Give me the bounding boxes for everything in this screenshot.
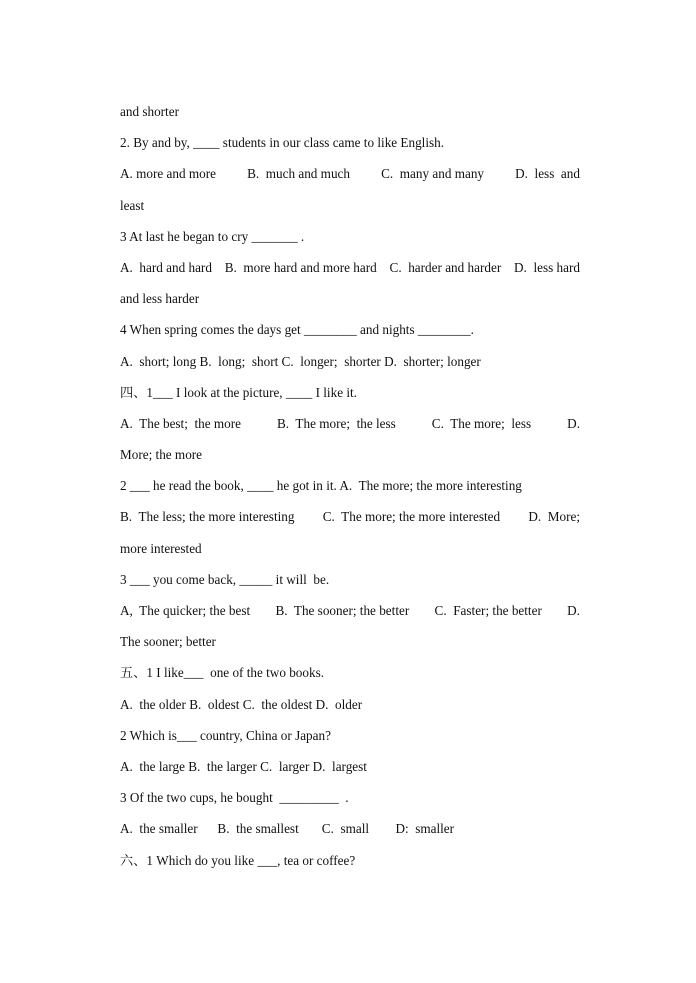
answer-options-line: A. the older B. oldest C. the oldest D. older (120, 696, 363, 712)
text-line: more interested (120, 540, 202, 556)
answer-options-line (120, 507, 580, 538)
option-d: D. less and (515, 166, 580, 182)
option-c: C. The more; the more interested (322, 509, 501, 525)
text-line: More; the more (120, 447, 203, 463)
question-4: 4 When spring comes the days get ________ and nights ________. (120, 322, 474, 338)
option-b: B. The more; the less (276, 415, 396, 431)
text-line: and less harder (120, 291, 200, 307)
option-d: D. (567, 415, 580, 431)
option-c: C. many and many (381, 166, 485, 182)
section-four-question-3: 3 ___ you come back, _____ it will be. (120, 571, 330, 587)
question-2: 2. By and by, ____ students in our class came to like English. (120, 135, 445, 151)
answer-options-line (120, 414, 580, 445)
answer-options-line: A. short; long B. long; short C. longer; shorter D. shorter; longer (120, 353, 481, 369)
section-six-question-1: 六、1 Which do you like ___, tea or coffee? (120, 852, 356, 868)
section-five-question-3: 3 Of the two cups, he bought _________ . (120, 790, 349, 806)
question-3: 3 At last he began to cry _______ . (120, 228, 305, 244)
option-c: C. The more; less (431, 415, 532, 431)
option-b: B. The sooner; the better (275, 603, 410, 618)
option-d: D. less hard (514, 259, 580, 275)
answer-options-line (120, 258, 580, 289)
option-d: D. More; (528, 509, 580, 525)
text-line: The sooner; better (120, 634, 216, 650)
option-d: D. (567, 603, 580, 618)
option-c: C. Faster; the better (434, 603, 542, 618)
option-a: A. more and more (120, 166, 216, 182)
section-four-question-2: 2 ___ he read the book, ____ he got in it. A. The more; the more interesting (120, 478, 522, 494)
option-a: A. The best; the more (120, 415, 241, 431)
text-line: and shorter (120, 104, 179, 119)
answer-options-line (120, 164, 580, 195)
section-five-question-2: 2 Which is___ country, China or Japan? (120, 727, 331, 743)
answer-options-line: A. the large B. the larger C. larger D. largest (120, 758, 367, 774)
option-b: B. much and much (247, 166, 350, 182)
option-b: B. more hard and more hard (224, 259, 377, 275)
section-four-question-1: 四、1___ I look at the picture, ____ I like it. (120, 384, 357, 400)
text-line: least (120, 197, 145, 213)
answer-options-line: A. the smaller B. the smallest C. small D: smaller (120, 821, 455, 837)
option-a: A. hard and hard (120, 259, 212, 275)
answer-options-line (120, 601, 580, 632)
option-a: A, The quicker; the best (120, 603, 251, 618)
document-body (120, 102, 580, 882)
section-five-question-1: 五、1 I like___ one of the two books. (120, 665, 325, 681)
option-b: B. The less; the more interesting (120, 509, 295, 525)
option-c: C. harder and harder (389, 259, 502, 275)
